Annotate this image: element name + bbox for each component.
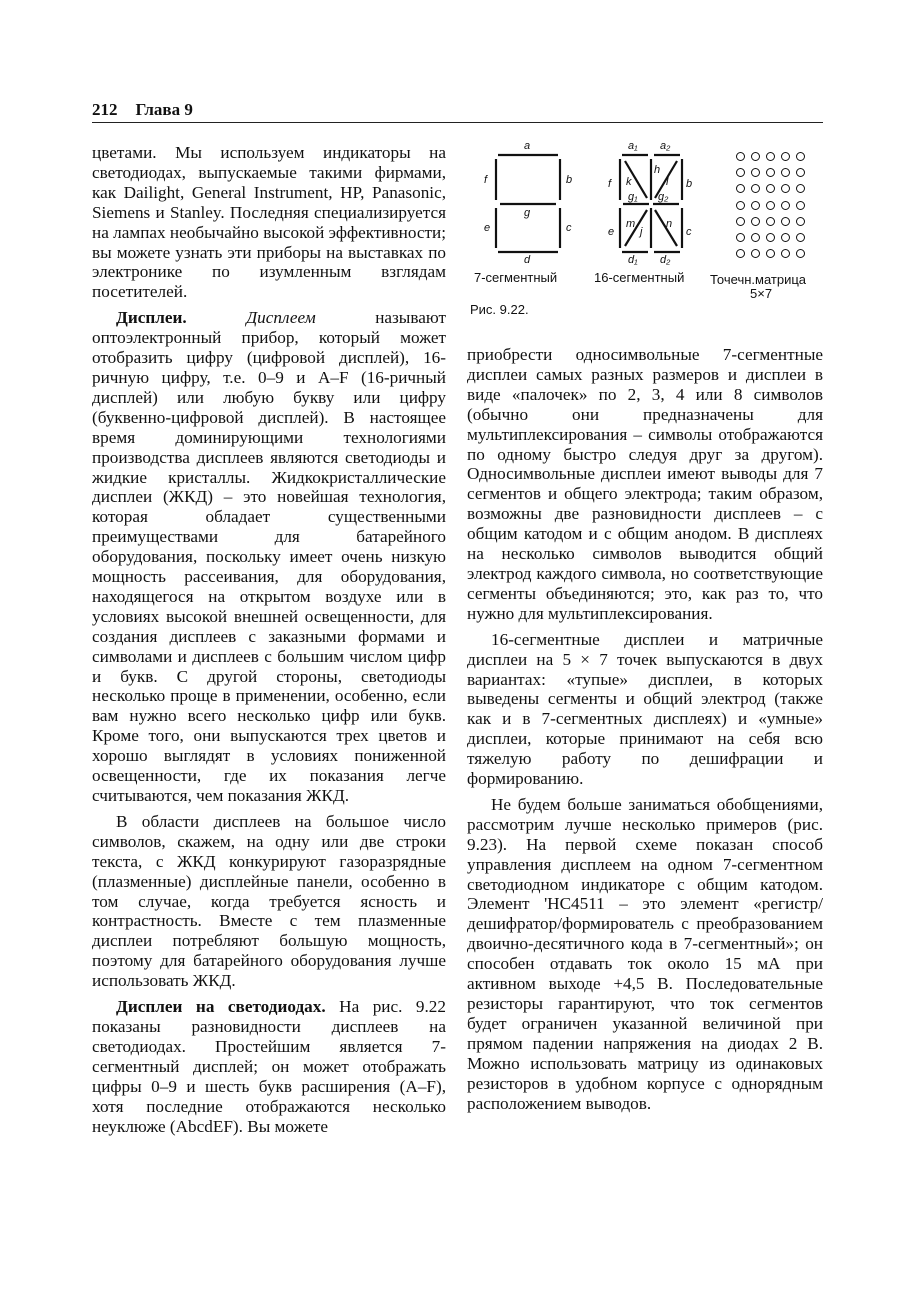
paragraph: Не будем больше заниматься обобщениями, рассмотрим лучше несколько примеров (рис. 9.23). На первой схеме показан способ управления дисплеем на одном 7-сегментном светодиодном индикаторе с общим катодом. Элемент 'HC4511 – это элемент «регистр/дешифратор/формирователь с преобразованием двоично-десятичного кода в 7-сегментный»; он способен отдавать ток около 15 мА при активном выходе +4,5 В. Последовательные резисторы гарантируют, что ток сегментов будет ограничен указанной величиной при прямом падении напряжения на диодах 2 В. Можно использовать матрицу из одинаковых резисторов в удобном корпусе с однорядным расположением выводов. [467, 794, 823, 1113]
sixteen-segment-display [620, 155, 682, 252]
paragraph: 16-сегментные дисплеи и матричные дисплеи на 5 × 7 точек выпускаются в двух вариантах: «тупые» дисплеи, в которых выведены сегменты и общий электрод (также как и в 7-сегментных дисплеях) и «умные» дисплеи, которые принимают на себя всю тяжелую работу по дешифрации и формированию. [467, 629, 823, 789]
label-sixteen-segment: 16-сегментный [594, 270, 685, 285]
paragraph-text: На рис. 9.22 показаны разновидности дисплеев на светодиодах. Простейшим является 7-сегментный дисплей; он может отображать цифры 0–9 и шесть букв расширения (A–F), хотя последние отображаются несколько неуклюже (AbcdEF). Вы можете [92, 997, 446, 1136]
seg16-label-b: b [686, 178, 693, 190]
paragraph: В области дисплеев на большое число символов, скажем, на одну или две строки текста, с ЖКД конкурируют газоразрядные (плазменные) дисплейные панели, особенно в том случае, когда требуется ясность и контрастность. Вместе с тем плазменные дисплеи потребляют большую мощность, поэтому для батарейного оборудования лучше использовать ЖКД. [92, 811, 446, 991]
seg16-label-c: c [686, 226, 692, 238]
seg-label-d: d [524, 254, 531, 266]
left-column [92, 143, 446, 1136]
page-number: 212 [92, 100, 118, 119]
seg-label-b: b [566, 174, 573, 186]
label-seven-segment: 7-сегментный [474, 270, 558, 285]
seg16-label-g2: g₂ [658, 191, 669, 203]
paragraph: цветами. Мы используем индикаторы на светодиодах, выпускаемые такими фирмами, как Dailight, General Instrument, HP, Panasonic, Siemens и Stanley. Последняя специализируется на лампах необычайно высокой эффективности; вы можете узнать эти приборы на выставках по электронике по изумленным взглядам посетителей. [92, 143, 447, 302]
seg-label-a: a [524, 140, 531, 152]
seg-label-f: f [484, 174, 488, 186]
label-dot-matrix-size: 5×7 [750, 286, 773, 301]
figure-caption: Рис. 9.22. [470, 302, 529, 317]
seg-label-c: c [566, 222, 572, 234]
seg16-label-g1: g₁ [628, 191, 638, 203]
seg16-label-d1: d₁ [628, 254, 638, 266]
seg16-label-e: e [608, 226, 615, 238]
paragraph [92, 997, 446, 1136]
seg16-label-h: h [654, 164, 661, 176]
seg16-label-l: l [666, 176, 669, 188]
run-in-heading: Дисплеи. [116, 308, 187, 328]
seg16-label-d2: d₂ [660, 254, 671, 266]
paragraph-text: называют оптоэлектронный прибор, который может отобразить цифру (цифровой дисплей), 16-ричную цифру, т.е. 0–9 и A–F (16-ричный дисплей) или любую букву или цифру (буквенно-цифровой дисплей). В настоящее время доминирующими технологиями производства дисплеев являются светодиоды и жидкие кристаллы. Жидкокристаллические дисплеи (ЖКД) – это новейшая технология, которая обладает существенными преимуществами для батарейного оборудования, поскольку имеет очень низкую мощность рассеивания, для оборудования, находящегося на открытом воздухе или в условиях высокой внешней освещенности, для создания дисплеев с заказными формами и символами и дисплеев с большим числом цифр и букв. С другой стороны, светодиоды несколько проще в применении, особенно, если вам нужно всего несколько цифр или букв. Кроме того, они выпускаются трех цветов и хорошо выглядят в условиях пониженной освещенности, где их показания легче считываются, чем показания ЖКД. [92, 308, 446, 805]
header-rule [92, 122, 823, 123]
run-in-heading: Дисплеи на светодиодах. [116, 997, 326, 1017]
seg-label-e: e [484, 222, 491, 234]
chapter-title: Глава 9 [135, 100, 193, 119]
seg16-label-j: j [640, 226, 643, 238]
right-column [467, 345, 823, 1113]
seg16-label-f: f [608, 178, 612, 190]
page-header [92, 100, 822, 124]
seg16-label-m: m [626, 218, 636, 230]
seg16-label-a2: a₂ [660, 140, 671, 152]
paragraph: приобрести односимвольные 7-сегментные дисплеи самых разных размеров и дисплеи в виде «палочек» по 2, 3, 4 или 8 символов (обычно они предназначены для мультиплексирования – символы отображаются по одному быстро следуя друг за другом). Односимвольные дисплеи имеют выводы для 7 сегментов и общего электрода; таким образом, возможны две разновидности дисплеев – с общим катодом и с общим анодом. В дисплеях на несколько символов выводится общий электрод каждого символа, но соответствующие сегменты объединяются; это, как раз то, что нужно для мультиплексирования. [467, 345, 823, 623]
label-dot-matrix: Точечн.матрица [710, 272, 807, 287]
seven-segment-display [496, 155, 560, 252]
seg16-label-k: k [626, 176, 632, 188]
paragraph [92, 308, 446, 806]
seg-label-g: g [524, 207, 531, 219]
dot-matrix-display [736, 152, 812, 265]
seg16-label-n: n [666, 218, 673, 230]
emphasis-term: Дисплеем [246, 308, 316, 328]
seg16-label-a1: a₁ [628, 140, 638, 152]
